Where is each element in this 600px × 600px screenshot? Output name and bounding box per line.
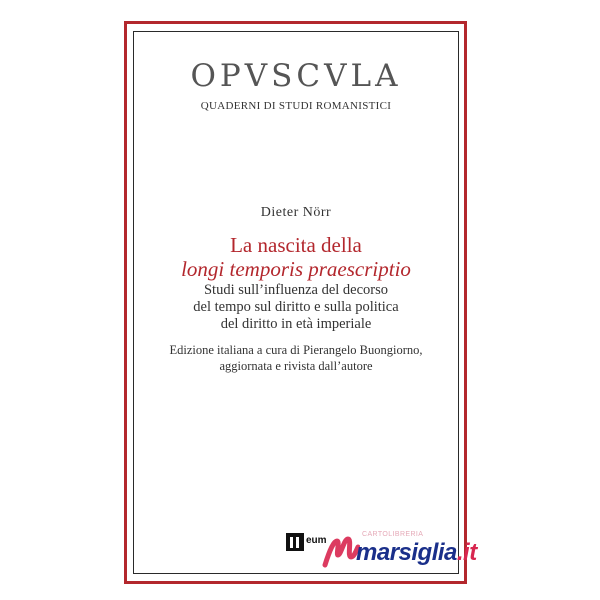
watermark-small-text: CARTOLIBRERIA <box>362 531 424 538</box>
series-title: OPVSCVLA <box>190 58 402 94</box>
edition-line: aggiornata e rivista dall’autore <box>219 359 373 373</box>
subtitle-line: del diritto in età imperiale <box>220 316 372 332</box>
book-title-line-1: La nascita della <box>230 233 362 257</box>
watermark-brand-tld: .it <box>456 539 477 566</box>
watermark-brand-name: marsiglia <box>356 539 457 566</box>
edition-note <box>133 342 459 374</box>
series-subtitle: QUADERNI DI STUDI ROMANISTICI <box>200 100 392 112</box>
subtitle-line: Studi sull’influenza del decorso <box>203 282 389 298</box>
stylized-m-logo-icon <box>322 531 360 569</box>
edition-line: Edizione italiana a cura di Pierangelo Buongiorno, <box>169 343 423 357</box>
watermark-brand <box>356 539 477 567</box>
book-title-line-2: longi temporis praescriptio <box>181 257 411 281</box>
subtitle-line: del tempo sul diritto e sulla politica <box>193 299 399 315</box>
author-name: Dieter Nörr <box>260 205 332 220</box>
book-subtitle <box>133 282 459 333</box>
publisher-name: eum <box>306 535 327 546</box>
publisher-logo-icon <box>286 533 304 551</box>
